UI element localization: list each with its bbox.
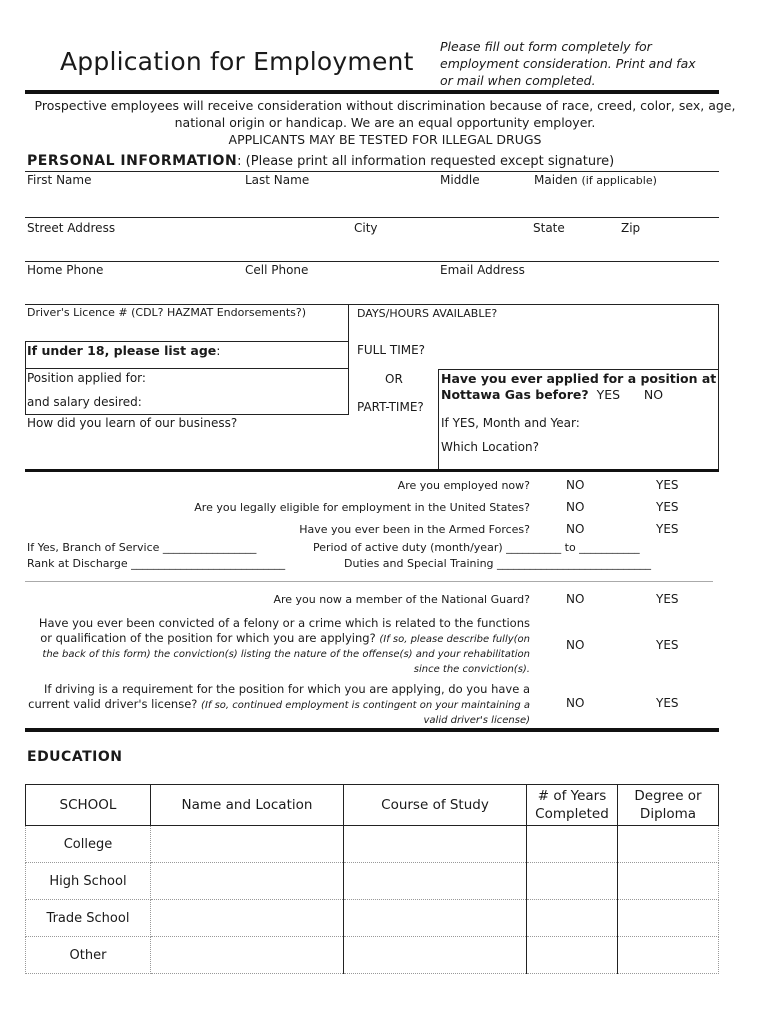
national-guard-question: Are you now a member of the National Guard? — [273, 593, 530, 606]
guard-yes: YES — [656, 592, 679, 606]
felony-no: NO — [566, 638, 585, 652]
col-name-location: Name and Location — [151, 785, 344, 826]
employed-no: NO — [566, 478, 585, 492]
employed-yes: YES — [656, 478, 679, 492]
years-cell[interactable] — [527, 937, 618, 974]
divider — [25, 581, 713, 582]
street-address-label: Street Address — [27, 221, 116, 235]
name-location-cell[interactable] — [151, 863, 344, 900]
divider — [25, 261, 719, 262]
col-years: # of Years Completed — [527, 785, 618, 826]
eligible-yes: YES — [656, 500, 679, 514]
licence-label: Driver's Licence # (CDL? HAZMAT Endorsements?) — [27, 306, 306, 319]
days-hours-label: DAYS/HOURS AVAILABLE? — [357, 307, 498, 320]
state-label: State — [533, 221, 565, 235]
section-rule — [25, 728, 719, 732]
years-cell[interactable] — [527, 900, 618, 937]
branch-of-service-field: If Yes, Branch of Service _________________ — [27, 541, 257, 554]
eeo-notice: Prospective employees will receive consideration without discrimination because of race, creed, color, sex, age, national origin or handicap. We are an equal opportunity employer. APPLICANTS MAY BE TESTED FOR ILLEGAL DRUGS — [34, 98, 736, 147]
divider — [438, 369, 439, 470]
table-row — [26, 863, 719, 900]
course-cell[interactable] — [344, 826, 527, 863]
name-location-cell[interactable] — [151, 826, 344, 863]
rank-at-discharge-field: Rank at Discharge ____________________________ — [27, 557, 286, 570]
education-heading: EDUCATION — [27, 749, 123, 765]
col-course: Course of Study — [344, 785, 527, 826]
driving-no: NO — [566, 696, 585, 710]
header-rule — [25, 90, 719, 94]
divider — [718, 304, 719, 470]
education-table — [25, 784, 719, 974]
applied-before-line2: Nottawa Gas before? YES NO — [441, 387, 664, 402]
table-header-row — [26, 785, 719, 826]
employed-question: Are you employed now? — [397, 479, 530, 492]
degree-cell[interactable] — [618, 937, 719, 974]
section-rule — [25, 469, 719, 472]
last-name-label: Last Name — [245, 173, 310, 187]
instructions: Please fill out form completely for employment consideration. Print and fax or mail when completed. — [440, 39, 696, 88]
name-location-cell[interactable] — [151, 937, 344, 974]
col-school: SCHOOL — [26, 785, 151, 826]
applied-before-question: Have you ever applied for a position at — [441, 371, 717, 386]
row-label: College — [26, 826, 151, 863]
eligible-no: NO — [566, 500, 585, 514]
guard-no: NO — [566, 592, 585, 606]
home-phone-label: Home Phone — [27, 263, 104, 277]
table-row — [26, 937, 719, 974]
course-cell[interactable] — [344, 863, 527, 900]
maiden-label: Maiden (if applicable) — [534, 173, 657, 187]
middle-label: Middle — [440, 173, 480, 187]
felony-yes: YES — [656, 638, 679, 652]
duties-field: Duties and Special Training ____________________________ — [344, 557, 652, 570]
divider — [25, 217, 719, 218]
full-time-option: FULL TIME? — [357, 343, 426, 357]
which-location-label: Which Location? — [441, 440, 539, 454]
table-row — [26, 900, 719, 937]
course-cell[interactable] — [344, 900, 527, 937]
row-label: High School — [26, 863, 151, 900]
active-duty-field: Period of active duty (month/year) __________ to ___________ — [313, 541, 640, 554]
table-row — [26, 826, 719, 863]
first-name-label: First Name — [27, 173, 92, 187]
divider — [25, 414, 349, 415]
divider — [25, 171, 719, 172]
years-cell[interactable] — [527, 826, 618, 863]
name-location-cell[interactable] — [151, 900, 344, 937]
part-time-option: PART-TIME? — [357, 400, 424, 414]
degree-cell[interactable] — [618, 826, 719, 863]
years-cell[interactable] — [527, 863, 618, 900]
or-label: OR — [385, 372, 403, 386]
email-label: Email Address — [440, 263, 525, 277]
degree-cell[interactable] — [618, 900, 719, 937]
armed-forces-question: Have you ever been in the Armed Forces? — [299, 523, 530, 536]
zip-label: Zip — [621, 221, 641, 235]
driving-yes: YES — [656, 696, 679, 710]
divider — [25, 304, 719, 305]
personal-info-heading: PERSONAL INFORMATION: (Please print all information requested except signature) — [27, 153, 615, 169]
cell-phone-label: Cell Phone — [245, 263, 309, 277]
col-degree: Degree or Diploma — [618, 785, 719, 826]
divider — [438, 369, 719, 370]
under18-label: If under 18, please list age: — [27, 343, 221, 358]
divider — [25, 369, 26, 414]
city-label: City — [354, 221, 378, 235]
course-cell[interactable] — [344, 937, 527, 974]
if-yes-month-label: If YES, Month and Year: — [441, 416, 580, 430]
armed-no: NO — [566, 522, 585, 536]
eligible-question: Are you legally eligible for employment in the United States? — [194, 501, 530, 514]
felony-question: Have you ever been convicted of a felony or a crime which is related to the functions or qualification of the position for which you are applying? (If so, please describe fully(on the back of this form) the conviction(s) listing the nature of the offense(s) and your rehabilitation since the conviction(s). — [38, 616, 530, 675]
salary-label: and salary desired: — [27, 395, 142, 409]
armed-yes: YES — [656, 522, 679, 536]
row-label: Other — [26, 937, 151, 974]
page-title: Application for Employment — [60, 47, 414, 76]
degree-cell[interactable] — [618, 863, 719, 900]
learn-label: How did you learn of our business? — [27, 416, 238, 430]
drivers-license-question: If driving is a requirement for the position for which you are applying, do you have a current valid driver's license? (If so, continued employment is contingent on your maintaining a valid driver's license) — [28, 682, 530, 726]
row-label: Trade School — [26, 900, 151, 937]
position-label: Position applied for: — [27, 371, 146, 385]
